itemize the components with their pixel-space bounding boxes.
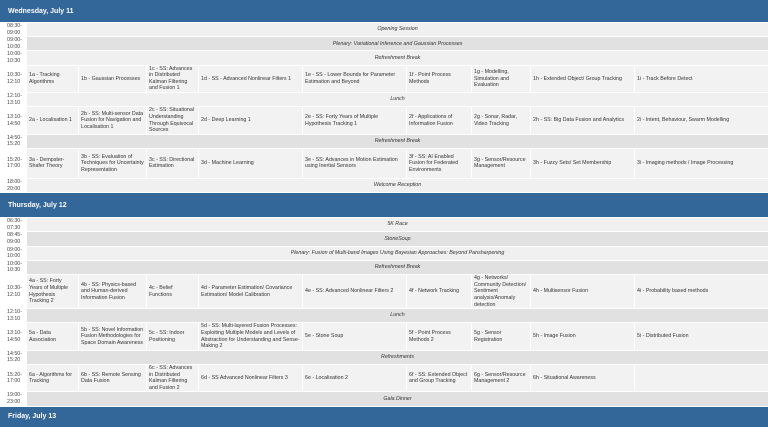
- schedule-table: [4, 22, 768, 193]
- session-cell[interactable]: 2c - SS: Situational Understanding Through Equivocal Sources: [147, 107, 199, 134]
- time-slot: 10:00- 10:30: [5, 51, 27, 65]
- time-slot: 10:30- 12:10: [5, 275, 27, 309]
- session-cell[interactable]: 3i - Imaging methods / Image Processing: [635, 148, 768, 178]
- time-slot: 09:00- 10:00: [5, 37, 27, 51]
- session-cell[interactable]: 1b - Gaussian Processes: [79, 65, 147, 92]
- time-slot: 09:00- 10:00: [5, 246, 27, 260]
- session-cell[interactable]: 6a - Algorithms for Tracking: [27, 364, 79, 391]
- session-cell[interactable]: 4d - Parameter Estimation/ Covariance Estimation/ Model Calibration: [199, 275, 303, 309]
- session-cell[interactable]: 1d - SS - Advanced Nonlinear Filters 1: [199, 65, 303, 92]
- session-cell[interactable]: 3g - Sensor/Resource Management: [472, 148, 531, 178]
- session-cell[interactable]: 3e - SS: Advances in Motion Estimation using Inertial Sensors: [303, 148, 407, 178]
- day-header: [0, 193, 768, 217]
- session-cell[interactable]: 6e - Localisation 2: [303, 364, 407, 391]
- schedule-row: [5, 260, 768, 274]
- session-cell[interactable]: 2h - SS: Big Data Fusion and Analytics: [531, 107, 635, 134]
- time-slot: 14:50- 15:20: [5, 134, 27, 148]
- time-slot: 14:50- 15:20: [5, 350, 27, 364]
- schedule-row: [5, 246, 768, 260]
- session-cell[interactable]: 5a - Data Association: [27, 323, 79, 350]
- plenary-event: Refreshment Break: [27, 134, 768, 148]
- session-cell[interactable]: 1i - Track Before Detect: [635, 65, 768, 92]
- session-cell[interactable]: 5h - Image Fusion: [531, 323, 635, 350]
- session-cell[interactable]: 3d - Machine Learning: [199, 148, 303, 178]
- schedule-row: [5, 309, 768, 323]
- session-cell[interactable]: 6g - Sensor/Resource Management 2: [472, 364, 531, 391]
- time-slot: 19:00- 23:00: [5, 392, 27, 406]
- session-cell[interactable]: 5g - Sensor Registration: [472, 323, 531, 350]
- plenary-event: Lunch: [27, 309, 768, 323]
- schedule-row: [5, 350, 768, 364]
- plenary-event: Welcome Reception: [27, 178, 768, 192]
- time-slot: 18:00- 20:00: [5, 178, 27, 192]
- session-cell[interactable]: 5b - SS: Novel Information Fusion Methodologies for Space Domain Awareness: [79, 323, 147, 350]
- session-cell[interactable]: 2e - SS: Forty Years of Multiple Hypothesis Tracking 1: [303, 107, 407, 134]
- session-cell[interactable]: 1h - Extended Object/ Group Tracking: [531, 65, 635, 92]
- plenary-event: Plenary: Variational Inference and Gaussian Processes: [27, 37, 768, 51]
- session-cell[interactable]: 1f - Point Process Methods: [407, 65, 472, 92]
- schedule-row: [5, 51, 768, 65]
- time-slot: 13:10- 14:50: [5, 323, 27, 350]
- plenary-event: Opening Session: [27, 23, 768, 37]
- session-cell[interactable]: 3c - SS: Directional Estimation: [147, 148, 199, 178]
- time-slot: 15:20- 17:00: [5, 148, 27, 178]
- session-cell[interactable]: 3h - Fuzzy Sets/ Set Membership: [531, 148, 635, 178]
- session-cell[interactable]: 1g - Modelling, Simulation and Evaluation: [472, 65, 531, 92]
- session-cell[interactable]: 4e - SS: Advanced Nonlinear Filters 2: [303, 275, 407, 309]
- time-slot: 15:20- 17:00: [5, 364, 27, 391]
- session-cell[interactable]: [635, 364, 768, 391]
- day-header: [0, 407, 768, 427]
- plenary-event: Refreshment Break: [27, 260, 768, 274]
- time-slot: 08:45- 09:00: [5, 232, 27, 246]
- plenary-event: StoneSoup: [27, 232, 768, 246]
- schedule-row: [5, 232, 768, 246]
- plenary-event: Plenary: Fusion of Multi-band Images Using Bayesian Approaches: Beyond Pansharpening: [27, 246, 768, 260]
- schedule-row: [5, 323, 768, 350]
- session-cell[interactable]: 4i - Probability based methods: [635, 275, 768, 309]
- session-cell[interactable]: 6c - SS: Advances in Distributed Kalman Filtering and Fusion 2: [147, 364, 199, 391]
- session-cell[interactable]: 6d - SS Advanced Nonlinear Filters 3: [199, 364, 303, 391]
- schedule-row: [5, 93, 768, 107]
- plenary-event: Lunch: [27, 93, 768, 107]
- session-cell[interactable]: 6b - SS: Remote Sensing Data Fusion: [79, 364, 147, 391]
- schedule-row: [5, 392, 768, 406]
- session-cell[interactable]: 3a - Dempster-Shafer Theory: [27, 148, 79, 178]
- time-slot: 13:10- 14:50: [5, 107, 27, 134]
- time-slot: 08:30- 09:00: [5, 23, 27, 37]
- schedule-table: [4, 217, 768, 406]
- schedule-row: [5, 23, 768, 37]
- session-cell[interactable]: 2d - Deep Learning 1: [199, 107, 303, 134]
- session-cell[interactable]: 2b - SS: Multi-sensor Data Fusion for Navigation and Localisation 1: [79, 107, 147, 134]
- session-cell[interactable]: 2i - Intent, Behaviour, Swarm Modelling: [635, 107, 768, 134]
- time-slot: 06:30- 07:30: [5, 218, 27, 232]
- schedule-row: [5, 178, 768, 192]
- session-cell[interactable]: 6f - SS: Extended Object and Group Tracking: [407, 364, 472, 391]
- time-slot: 12:10- 13:10: [5, 93, 27, 107]
- day-title: Thursday, July 12: [8, 202, 67, 209]
- plenary-event: Refreshments: [27, 350, 768, 364]
- schedule-row: [5, 134, 768, 148]
- session-cell[interactable]: 5d - SS: Multi-layered Fusion Processes: Exploiting Multiple Models and Levels of Abstraction for Understanding and Sense-Making 2: [199, 323, 303, 350]
- session-cell[interactable]: 4a - SS: Forty Years of Multiple Hypothesis Tracking 2: [27, 275, 79, 309]
- session-cell[interactable]: 3b - SS: Evaluation of Techniques for Uncertainty Representation: [79, 148, 147, 178]
- time-slot: 10:00- 10:30: [5, 260, 27, 274]
- session-cell[interactable]: 2a - Localisation 1: [27, 107, 79, 134]
- schedule-row: [5, 107, 768, 134]
- session-cell[interactable]: 1c - SS: Advances in Distributed Kalman Filtering and Fusion 1: [147, 65, 199, 92]
- schedule-row: [5, 65, 768, 92]
- time-slot: 10:30- 12:10: [5, 65, 27, 92]
- session-cell[interactable]: 5f - Point Process Methods 2: [407, 323, 472, 350]
- session-cell[interactable]: 1a - Tracking Algorithms: [27, 65, 79, 92]
- time-slot: 12:10- 13:10: [5, 309, 27, 323]
- plenary-event: Refreshment Break: [27, 51, 768, 65]
- session-cell[interactable]: 4h - Multisensor Fusion: [531, 275, 635, 309]
- session-cell[interactable]: 4g - Networks/ Community Detection/ Sentiment analysis/Anomaly detection: [472, 275, 531, 309]
- session-cell[interactable]: 1e - SS - Lower Bounds for Parameter Estimation and Beyond: [303, 65, 407, 92]
- plenary-event: Gala Dinner: [27, 392, 768, 406]
- day-header: [0, 0, 768, 22]
- session-cell[interactable]: 4c - Belief Functions: [147, 275, 199, 309]
- session-cell[interactable]: 5c - SS: Indoor Positioning: [147, 323, 199, 350]
- session-cell[interactable]: 5e - Stone Soup: [303, 323, 407, 350]
- session-cell[interactable]: 2g - Sonar, Radar, Video Tracking: [472, 107, 531, 134]
- session-cell[interactable]: 4f - Network Tracking: [407, 275, 472, 309]
- plenary-event: 5K Race: [27, 218, 768, 232]
- schedule-row: [5, 275, 768, 309]
- schedule-row: [5, 364, 768, 391]
- schedule-row: [5, 218, 768, 232]
- session-cell[interactable]: 2f - Applications of Information Fusion: [407, 107, 472, 134]
- session-cell[interactable]: 5i - Distributed Fusion: [635, 323, 768, 350]
- schedule-row: [5, 148, 768, 178]
- session-cell[interactable]: 3f - SS: AI Enabled Fusion for Federated Environments: [407, 148, 472, 178]
- schedule-row: [5, 37, 768, 51]
- session-cell[interactable]: 4b - SS: Physics-based and Human-derived Information Fusion: [79, 275, 147, 309]
- day-title: Friday, July 13: [8, 413, 56, 420]
- day-title: Wednesday, July 11: [8, 8, 74, 15]
- session-cell[interactable]: 6h - Situational Awareness: [531, 364, 635, 391]
